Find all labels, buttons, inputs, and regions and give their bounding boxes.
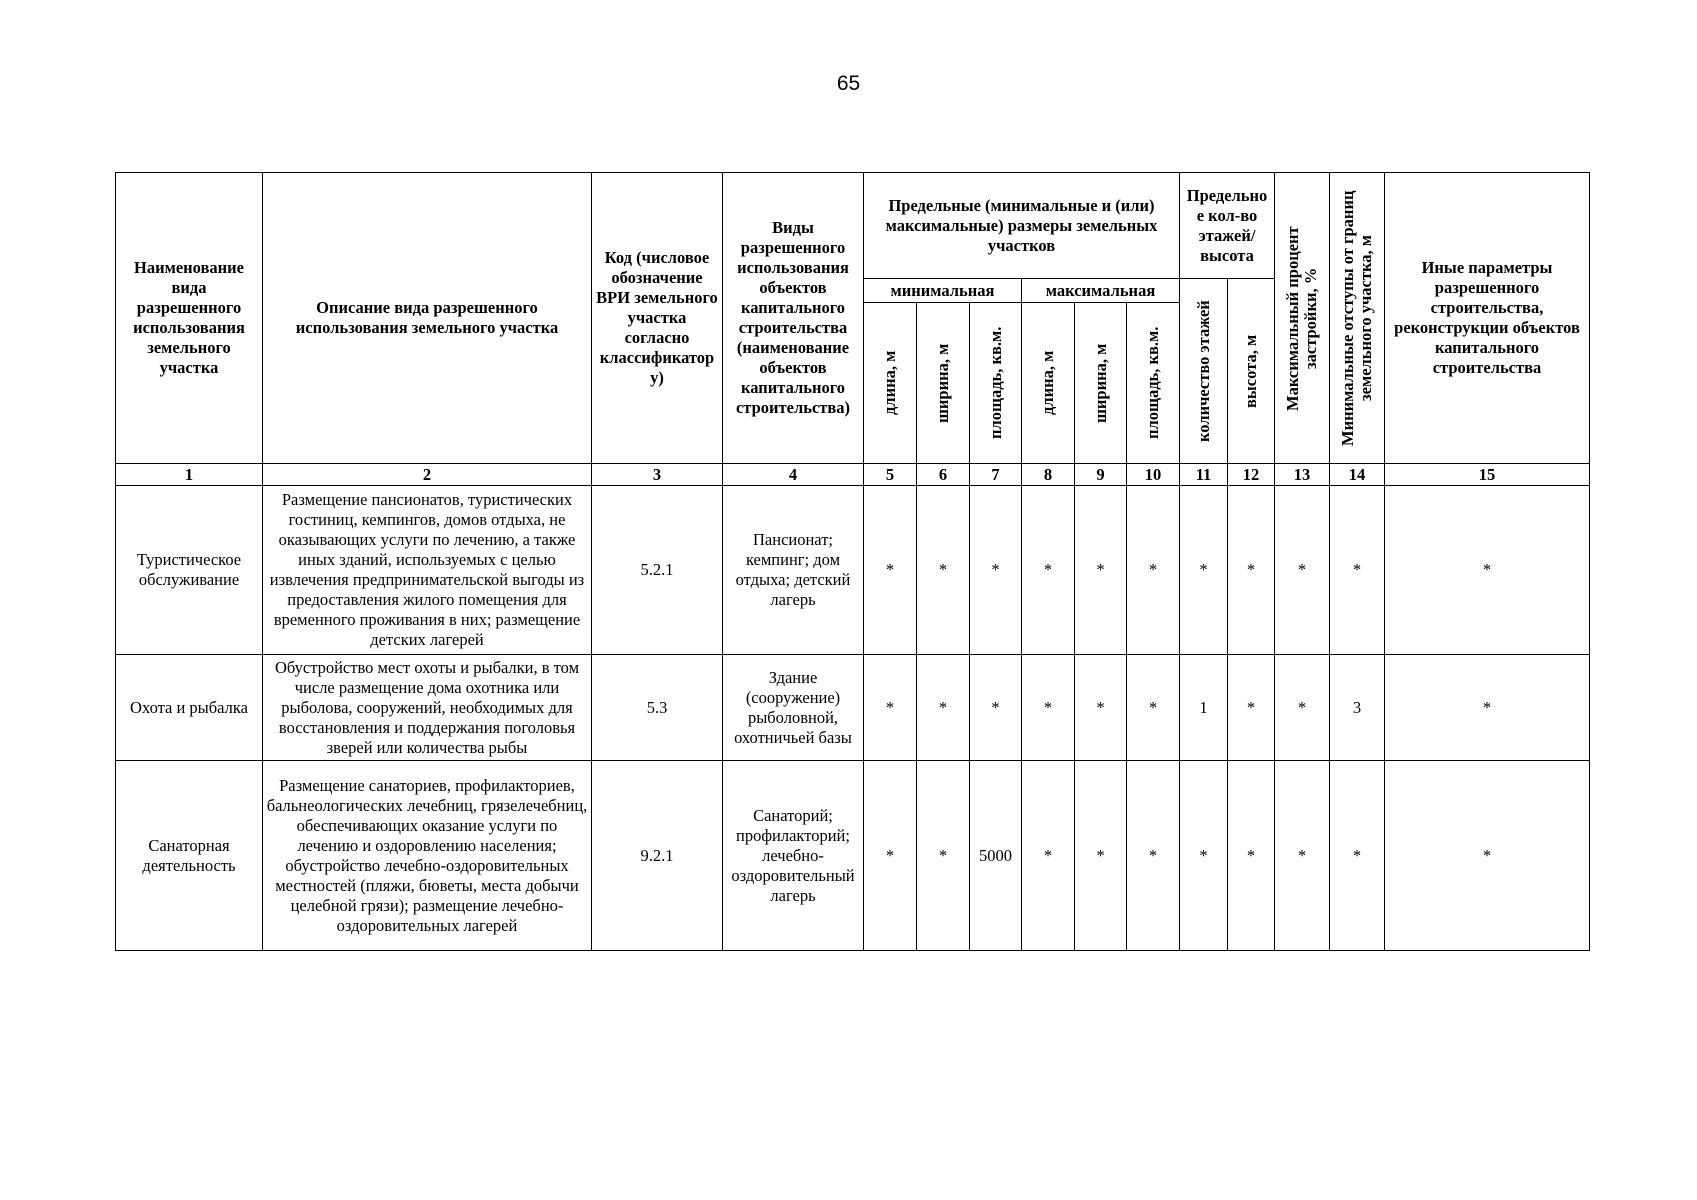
- max-area-value: *: [1127, 655, 1180, 761]
- page-number: 65: [836, 72, 861, 95]
- header-maximum: максимальная: [1022, 279, 1180, 303]
- column-number: 13: [1275, 464, 1330, 486]
- header-min-width: [917, 303, 970, 464]
- max-length-value: *: [1022, 486, 1075, 655]
- max-area-value: *: [1127, 761, 1180, 951]
- use-type-code: 5.2.1: [592, 486, 723, 655]
- header-floor-count: [1180, 279, 1228, 464]
- use-type-name: Туристическое обслуживание: [116, 486, 263, 655]
- min-area-value: *: [970, 655, 1022, 761]
- height-value: *: [1228, 761, 1275, 951]
- header-max-area-text: площадь, кв.м.: [1143, 326, 1162, 440]
- height-value: *: [1228, 486, 1275, 655]
- column-number: 10: [1127, 464, 1180, 486]
- column-number: 1: [116, 464, 263, 486]
- height-value: *: [1228, 655, 1275, 761]
- max-width-value: *: [1075, 655, 1127, 761]
- header-capital-objects: Виды разрешенного использования объектов капитального строительства (наименование объектов капитального строительства): [723, 173, 864, 464]
- use-type-description: Размещение пансионатов, туристических гостиниц, кемпингов, домов отдыха, не оказывающих услуги по лечению, а также иных зданий, используемых с целью извлечения предпринимательской выгоды из предоставления жилого помещения для временного проживания в них; размещение детских лагерей: [263, 486, 592, 655]
- header-height-text: высота, м: [1241, 334, 1260, 408]
- use-type-description: Размещение санаториев, профилакториев, бальнеологических лечебниц, грязелечебниц, обеспечивающих оказание услуги по лечению и оздоровлению населения; обустройство лечебно-оздоровительных местностей (пляжи, бюветы, места добычи целебной грязи); размещение лечебно-оздоровительных лагерей: [263, 761, 592, 951]
- header-floor-count-text: количество этажей: [1193, 300, 1213, 442]
- column-number: 5: [864, 464, 917, 486]
- column-number: 11: [1180, 464, 1228, 486]
- header-min-length: [864, 303, 917, 464]
- max-area-value: *: [1127, 486, 1180, 655]
- column-number: 9: [1075, 464, 1127, 486]
- header-description: Описание вида разрешенного использования земельного участка: [263, 173, 592, 464]
- header-plot-sizes: Предельные (минимальные и (или) максимальные) размеры земельных участков: [864, 173, 1180, 279]
- max-building-percent-value: *: [1275, 655, 1330, 761]
- max-width-value: *: [1075, 486, 1127, 655]
- header-max-width-text: ширина, м: [1090, 343, 1110, 423]
- column-number: 7: [970, 464, 1022, 486]
- capital-objects: Здание (сооружение) рыболовной, охотничьей базы: [723, 655, 864, 761]
- min-setback-value: 3: [1330, 655, 1385, 761]
- column-number: 12: [1228, 464, 1275, 486]
- min-area-value: *: [970, 486, 1022, 655]
- column-number: 6: [917, 464, 970, 486]
- header-max-building-percent: [1275, 173, 1330, 464]
- min-length-value: *: [864, 486, 917, 655]
- other-parameters-value: *: [1385, 486, 1590, 655]
- max-width-value: *: [1075, 761, 1127, 951]
- table-row: [116, 761, 1590, 951]
- max-building-percent-value: *: [1275, 486, 1330, 655]
- min-width-value: *: [917, 486, 970, 655]
- min-length-value: *: [864, 761, 917, 951]
- header-min-area-text: площадь, кв.м.: [985, 326, 1005, 440]
- floor-count-value: *: [1180, 486, 1228, 655]
- other-parameters-value: *: [1385, 761, 1590, 951]
- column-number: 2: [263, 464, 592, 486]
- min-length-value: *: [864, 655, 917, 761]
- header-max-building-percent-text: Максимальный процент застройки, %: [1283, 225, 1320, 411]
- min-setback-value: *: [1330, 486, 1385, 655]
- min-area-value: 5000: [970, 761, 1022, 951]
- column-number: 4: [723, 464, 864, 486]
- min-width-value: *: [917, 655, 970, 761]
- column-number: 15: [1385, 464, 1590, 486]
- table-row: [116, 655, 1590, 761]
- column-number: 8: [1022, 464, 1075, 486]
- header-min-setbacks-text: Минимальные отступы от границ земельного участка, м: [1338, 190, 1375, 446]
- floor-count-value: 1: [1180, 655, 1228, 761]
- min-setback-value: *: [1330, 761, 1385, 951]
- use-type-code: 9.2.1: [592, 761, 723, 951]
- use-type-name: Санаторная деятельность: [116, 761, 263, 951]
- use-type-description: Обустройство мест охоты и рыбалки, в том числе размещение дома охотника или рыболова, сооружений, необходимых для восстановления и поддержания поголовья зверей или количества рыбы: [263, 655, 592, 761]
- header-min-length-text: длина, м: [880, 350, 899, 416]
- header-max-length: [1022, 303, 1075, 464]
- max-building-percent-value: *: [1275, 761, 1330, 951]
- header-max-length-text: длина, м: [1038, 350, 1057, 416]
- header-min-setbacks: [1330, 173, 1385, 464]
- header-floors-height: Предельно е кол-во этажей/ высота: [1180, 173, 1275, 279]
- max-length-value: *: [1022, 655, 1075, 761]
- floor-count-value: *: [1180, 761, 1228, 951]
- column-number: 14: [1330, 464, 1385, 486]
- max-length-value: *: [1022, 761, 1075, 951]
- column-number: 3: [592, 464, 723, 486]
- use-type-name: Охота и рыбалка: [116, 655, 263, 761]
- header-max-width: [1075, 303, 1127, 464]
- other-parameters-value: *: [1385, 655, 1590, 761]
- table-row: [116, 486, 1590, 655]
- capital-objects: Санаторий; профилакторий; лечебно-оздоровительный лагерь: [723, 761, 864, 951]
- header-code: Код (числовое обозначение ВРИ земельного участка согласно классификатор у): [592, 173, 723, 464]
- header-use-type-name: Наименование вида разрешенного использования земельного участка: [116, 173, 263, 464]
- header-min-area: [970, 303, 1022, 464]
- zoning-parameters-table: [115, 172, 1590, 951]
- min-width-value: *: [917, 761, 970, 951]
- capital-objects: Пансионат; кемпинг; дом отдыха; детский лагерь: [723, 486, 864, 655]
- header-other-parameters: Иные параметры разрешенного строительства, реконструкции объектов капитального строительства: [1385, 173, 1590, 464]
- header-max-area: [1127, 303, 1180, 464]
- header-minimum: минимальная: [864, 279, 1022, 303]
- header-min-width-text: ширина, м: [933, 343, 952, 423]
- use-type-code: 5.3: [592, 655, 723, 761]
- header-height: [1228, 279, 1275, 464]
